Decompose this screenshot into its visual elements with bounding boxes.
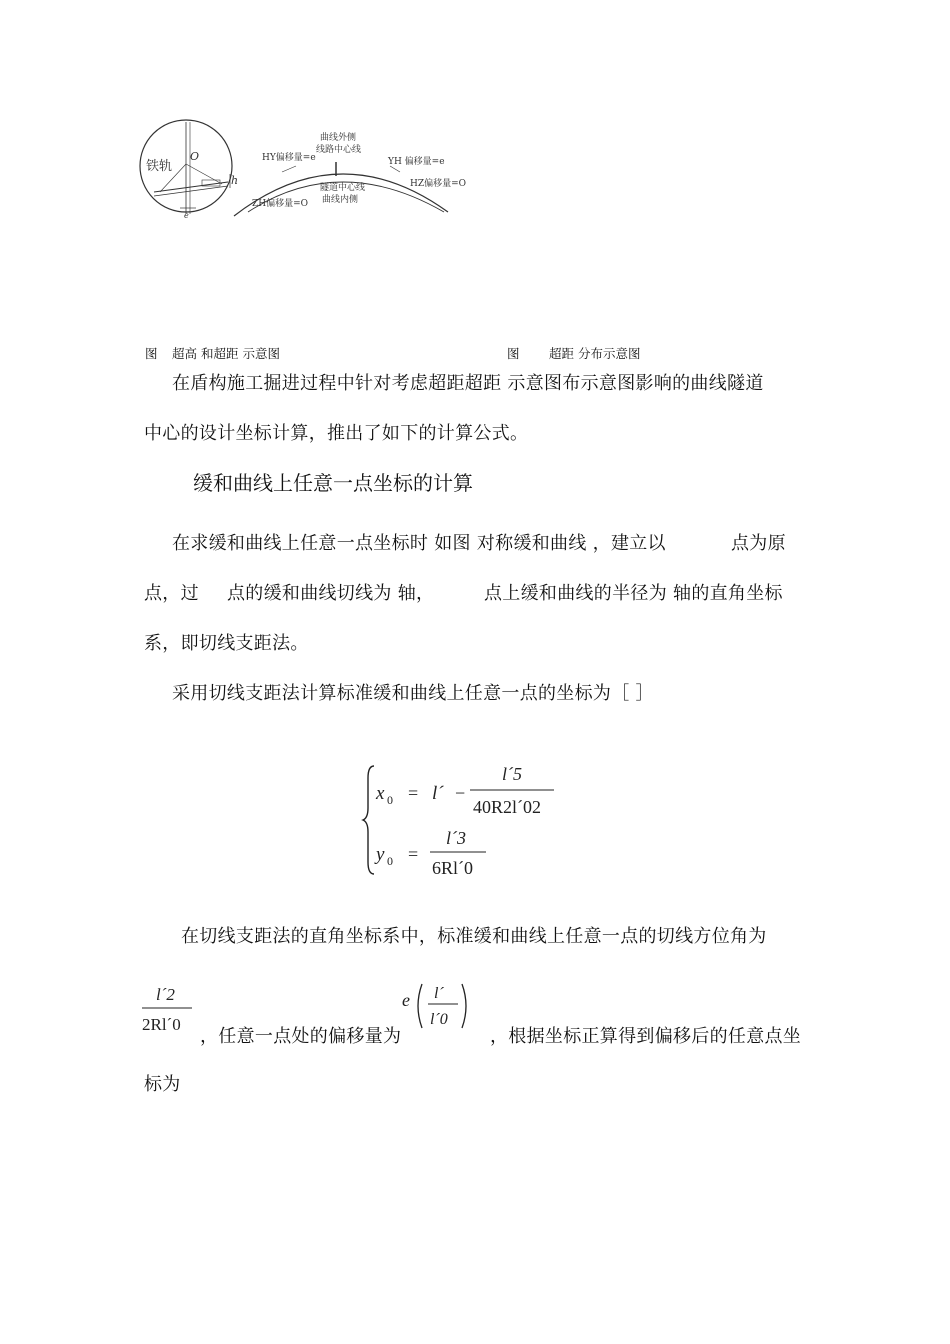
superelevation-figure — [140, 116, 239, 220]
left-figure-caption-prefix: 图 — [145, 346, 158, 361]
paragraph-4-line-2b: ，根据坐标正算得到偏移后的任意点坐 — [490, 1026, 802, 1047]
angle-numerator: l´2 — [156, 985, 175, 1004]
tangent-angle-formula — [140, 980, 196, 1040]
x0-lhs: x — [376, 783, 385, 804]
hz-offset-label: HZ偏移量=O — [410, 179, 467, 189]
x0-equals: = — [408, 783, 419, 803]
right-figure-caption: 超距 分布示意图 — [549, 346, 641, 361]
paragraph-2-line-2b: 点的缓和曲线切线为 轴， — [227, 583, 435, 604]
left-figure-caption: 超高 和超距 示意图 — [172, 346, 280, 361]
y0-equals: = — [408, 844, 419, 864]
hy-offset-label: HY偏移量=e — [262, 153, 316, 163]
outer-side-label: 曲线外侧 — [320, 133, 357, 143]
paragraph-2-line-1b: 点为原 — [731, 533, 786, 554]
route-center-label: 线路中心线 — [316, 145, 362, 155]
inner-side-label: 曲线内侧 — [322, 195, 359, 205]
paragraph-1-line-1: 在盾构施工掘进过程中针对考虑超距超距 示意图布示意图影响的曲线隧道 — [172, 373, 764, 394]
zh-offset-label: ZH偏移量=O — [252, 199, 309, 209]
y0-lhs: y — [376, 844, 385, 865]
x0-denominator: 40R2l´02 — [473, 797, 542, 817]
offset-formula — [400, 976, 472, 1036]
center-label: O — [190, 150, 200, 163]
offset-label: e — [184, 211, 189, 220]
paragraph-4-line-2a: ，任意一点处的偏移量为 — [200, 1026, 402, 1047]
offset-denominator: l´0 — [430, 1011, 448, 1028]
paragraph-4-line-1: 在切线支距法的直角坐标系中，标准缓和曲线上任意一点的切线方位角为 — [181, 926, 767, 947]
coordinate-formula — [362, 756, 572, 884]
paragraph-1-line-2: 中心的设计坐标计算，推出了如下的计算公式。 — [144, 423, 529, 444]
x0-term1: l´ — [432, 783, 444, 804]
rail-line — [154, 182, 228, 192]
offset-distribution-figure — [230, 128, 467, 220]
paragraph-2-line-3: 系，即切线支距法。 — [144, 633, 309, 654]
paragraph-2-line-2c: 点上缓和曲线的半径为 轴的直角坐标 — [484, 583, 783, 604]
yh-offset-label: YH 偏移量=e — [388, 157, 445, 167]
section-heading: 缓和曲线上任意一点坐标的计算 — [193, 471, 473, 495]
y0-numerator: l´3 — [446, 828, 466, 848]
offset-right-paren — [462, 984, 466, 1028]
tunnel-center-label: 隧道中心线 — [320, 183, 366, 193]
offset-left-paren — [418, 984, 422, 1028]
right-figure-caption-prefix: 图 — [507, 346, 520, 361]
x0-subscript: 0 — [387, 793, 393, 807]
angle-denominator: 2Rl´0 — [142, 1015, 181, 1034]
x0-numerator: l´5 — [502, 764, 522, 784]
y0-denominator: 6Rl´0 — [432, 858, 474, 878]
rail-label: 铁轨 — [146, 159, 173, 174]
paragraph-3: 采用切线支距法计算标准缓和曲线上任意一点的坐标为［ ］ — [172, 683, 654, 704]
paragraph-2-line-2a: 点，过 — [144, 583, 199, 604]
offset-numerator: l´ — [434, 985, 444, 1002]
paragraph-4-line-3: 标为 — [144, 1074, 181, 1095]
offset-e: e — [402, 990, 410, 1010]
height-label: h — [231, 174, 239, 187]
paragraph-2-line-1a: 在求缓和曲线上任意一点坐标时 如图 对称缓和曲线 ，建立以 — [172, 533, 666, 554]
y0-subscript: 0 — [387, 854, 393, 868]
formula-brace — [363, 766, 374, 874]
x0-minus: − — [455, 783, 466, 803]
